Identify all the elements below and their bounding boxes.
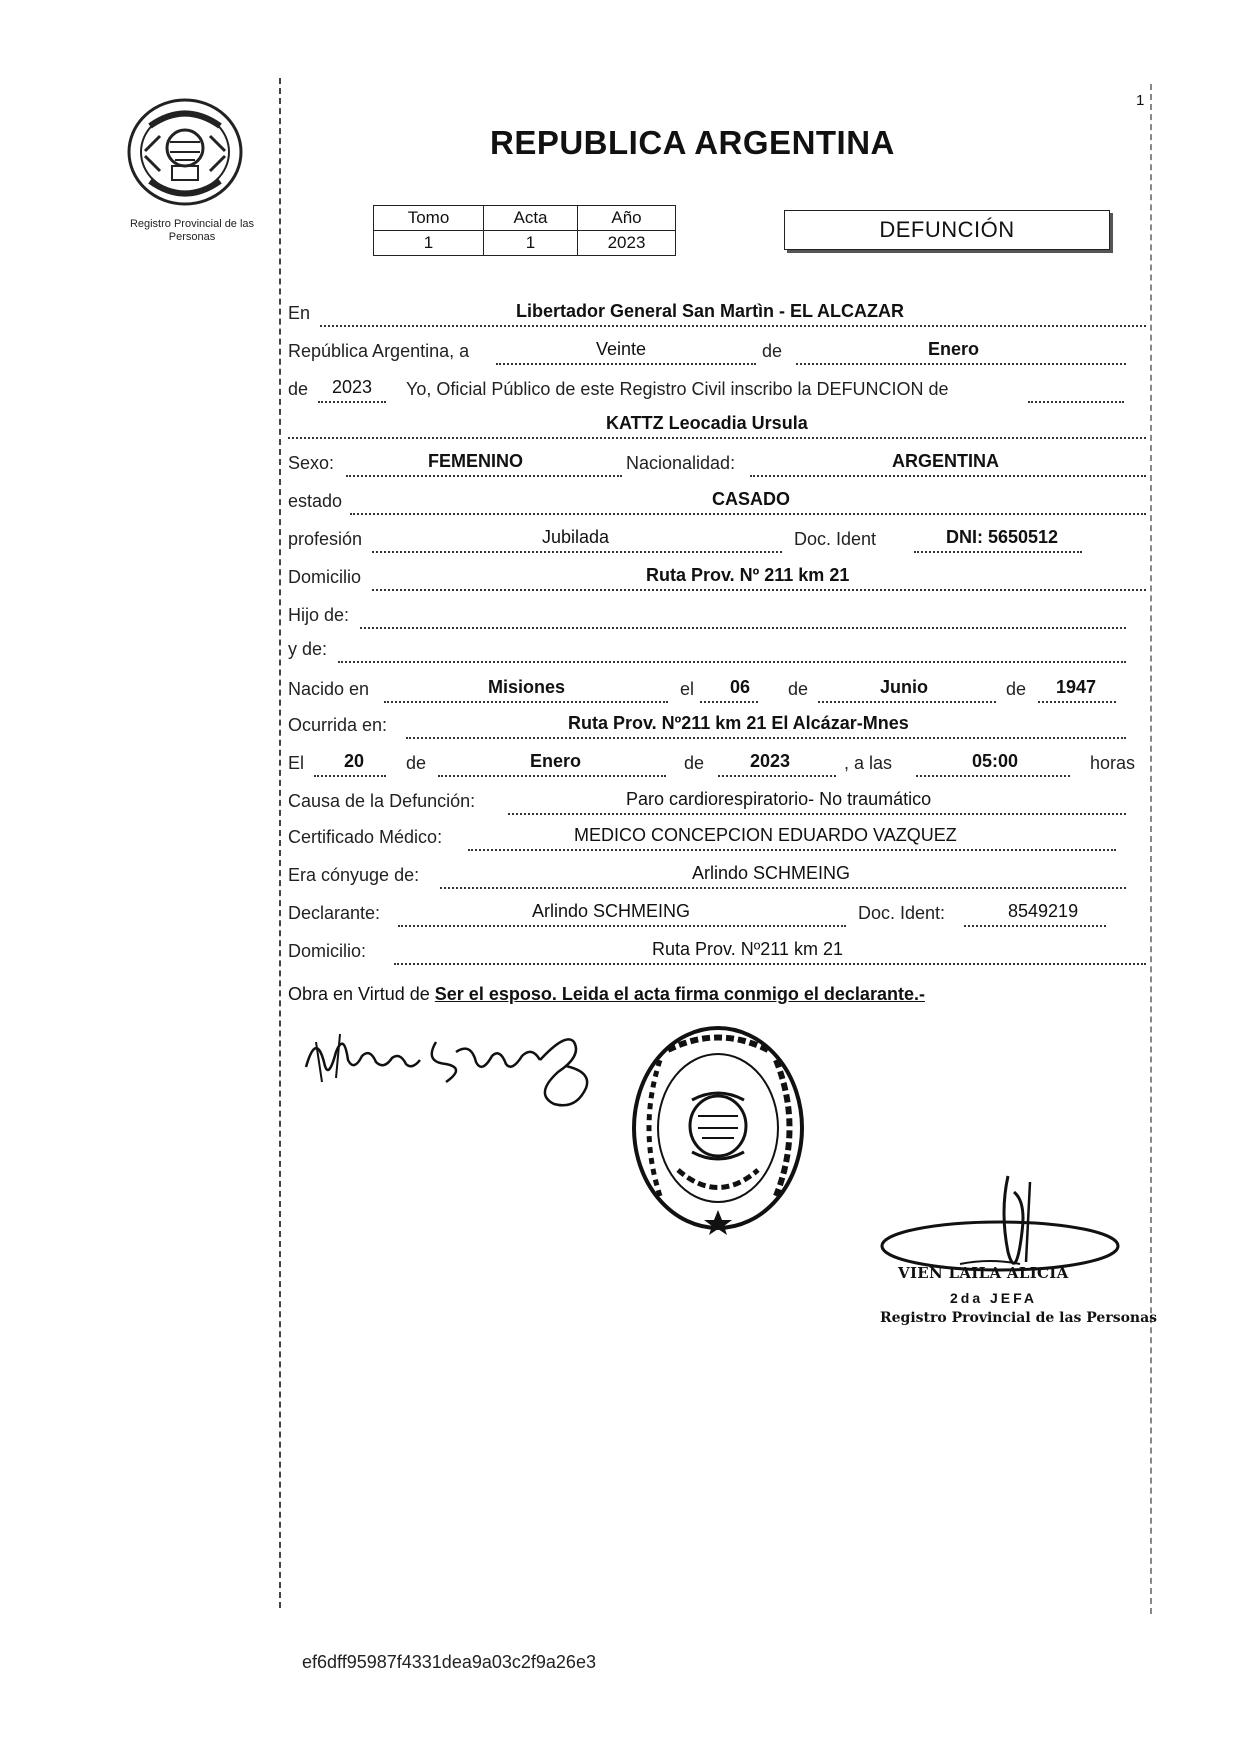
- doc-ident-label: Doc. Ident: [794, 529, 877, 549]
- death-month-value: Enero: [530, 751, 582, 771]
- row-certificate: [288, 820, 1146, 856]
- row-statement: [288, 372, 1146, 408]
- row-domicile: [288, 560, 1146, 596]
- row-cause: [288, 784, 1146, 820]
- declarant-doc-label: Doc. Ident:: [858, 903, 946, 923]
- month-value: Enero: [928, 339, 980, 359]
- row-deceased-name: [288, 408, 1146, 444]
- row-location: [288, 296, 1146, 332]
- born-de2-label: de: [1006, 679, 1027, 699]
- occurred-place-value: Ruta Prov. Nº211 km 21 El Alcázar-Mnes: [568, 713, 909, 733]
- occurred-label: Ocurrida en:: [288, 715, 388, 735]
- hours-label: horas: [1090, 753, 1136, 773]
- de-year-label: de: [288, 379, 309, 399]
- act-table-header-row: [374, 206, 676, 231]
- spouse-label: Era cónyuge de:: [288, 865, 420, 885]
- row-occurred: [288, 708, 1146, 744]
- death-day-value: 20: [344, 751, 365, 771]
- location-value: Libertador General San Martìn - EL ALCAZAR: [516, 301, 905, 321]
- el-label: El: [288, 753, 305, 773]
- year-value: 2023: [332, 377, 373, 397]
- left-margin-rule: [279, 78, 281, 1608]
- death-de1-label: de: [406, 753, 427, 773]
- acta-header: Acta: [484, 206, 578, 231]
- statement-text: Yo, Oficial Público de este Registro Civil inscribo la DEFUNCION de: [406, 379, 949, 399]
- profession-value: Jubilada: [542, 527, 610, 547]
- official-title: 2da JEFA: [950, 1290, 1038, 1306]
- sex-label: Sexo:: [288, 453, 335, 473]
- born-label: Nacido en: [288, 679, 370, 699]
- and-of-label: y de:: [288, 639, 328, 659]
- row-declarant: [288, 896, 1146, 932]
- domicile-value: Ruta Prov. Nº 211 km 21: [646, 565, 850, 585]
- record-type-box: DEFUNCIÓN: [784, 210, 1110, 250]
- declarant-signature-icon: [296, 1012, 596, 1112]
- registry-seal-icon: [628, 1020, 808, 1236]
- official-signature-icon: [880, 1172, 1120, 1302]
- de-label: de: [762, 341, 783, 361]
- born-day-value: 06: [730, 677, 751, 697]
- by-virtue-line: [288, 984, 925, 1005]
- row-birth: [288, 672, 1146, 708]
- sex-value: FEMENINO: [428, 451, 524, 471]
- row-sex-nationality: [288, 446, 1146, 482]
- row-spouse: [288, 858, 1146, 894]
- death-de2-label: de: [684, 753, 705, 773]
- civil-status-label: estado: [288, 491, 343, 511]
- day-word-value: Veinte: [596, 339, 647, 359]
- domicile-label: Domicilio: [288, 567, 362, 587]
- born-year-value: 1947: [1056, 677, 1097, 697]
- official-registry: Registro Provincial de las Personas: [880, 1310, 1158, 1326]
- official-name: VIEN LAILA ALICIA: [898, 1264, 1069, 1282]
- deceased-name: KATTZ Leocadia Ursula: [606, 413, 808, 433]
- ano-header: Año: [578, 206, 676, 231]
- nationality-label: Nacionalidad:: [626, 453, 736, 473]
- page-number: 1: [1136, 92, 1145, 109]
- declarant-label: Declarante:: [288, 903, 381, 923]
- acta-value: 1: [484, 231, 578, 256]
- row-child-of: [288, 598, 1146, 634]
- nationality-value: ARGENTINA: [892, 451, 999, 471]
- born-de1-label: de: [788, 679, 809, 699]
- death-time-value: 05:00: [972, 751, 1019, 771]
- country-title: REPUBLICA ARGENTINA: [490, 124, 895, 161]
- provincial-crest-icon: [120, 96, 250, 208]
- declarant-domicile-value: Ruta Prov. Nº211 km 21: [652, 939, 843, 959]
- civil-status-value: CASADO: [712, 489, 791, 509]
- row-profession: [288, 522, 1146, 558]
- act-info-table: [373, 205, 676, 256]
- tomo-value: 1: [374, 231, 484, 256]
- row-and-of: [288, 632, 1146, 668]
- republic-label: República Argentina, a: [288, 341, 470, 361]
- doc-ident-value: DNI: 5650512: [946, 527, 1059, 547]
- cause-label: Causa de la Defunción:: [288, 791, 476, 811]
- at-label: , a las: [844, 753, 893, 773]
- tomo-header: Tomo: [374, 206, 484, 231]
- row-death-datetime: [288, 746, 1146, 782]
- cause-value: Paro cardiorespiratorio- No traumático: [626, 789, 932, 809]
- cert-value: MEDICO CONCEPCION EDUARDO VAZQUEZ: [574, 825, 957, 845]
- cert-label: Certificado Médico:: [288, 827, 443, 847]
- en-label: En: [288, 303, 311, 323]
- born-month-value: Junio: [880, 677, 928, 697]
- child-of-label: Hijo de:: [288, 605, 350, 625]
- by-virtue-label: Obra en Virtud de: [288, 984, 430, 1004]
- profession-label: profesión: [288, 529, 363, 549]
- born-el-label: el: [680, 679, 695, 699]
- declarant-value: Arlindo SCHMEING: [532, 901, 691, 921]
- registry-caption: Registro Provincial de las Personas: [129, 218, 255, 243]
- row-date: [288, 334, 1146, 370]
- spouse-value: Arlindo SCHMEING: [692, 863, 851, 883]
- right-margin-rule: [1150, 84, 1152, 1614]
- row-declarant-domicile: [288, 934, 1146, 970]
- death-year-value: 2023: [750, 751, 791, 771]
- row-civil-status: [288, 484, 1146, 520]
- declarant-domicile-label: Domicilio:: [288, 941, 367, 961]
- by-virtue-text: Ser el esposo. Leida el acta firma conmigo el declarante.-: [434, 984, 925, 1004]
- born-place-value: Misiones: [488, 677, 566, 697]
- declarant-doc-value: 8549219: [1008, 901, 1079, 921]
- act-table-value-row: [374, 231, 676, 256]
- ano-value: 2023: [578, 231, 676, 256]
- document-hash: ef6dff95987f4331dea9a03c2f9a26e3: [302, 1652, 596, 1672]
